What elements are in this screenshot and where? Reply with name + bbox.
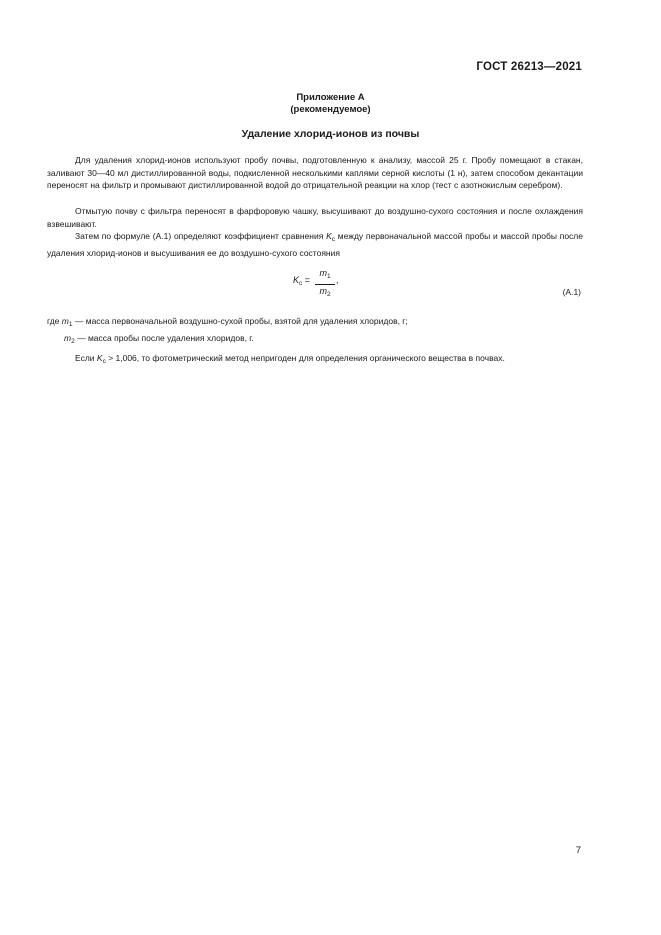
section-heading: Удаление хлорид-ионов из почвы: [241, 128, 420, 140]
coefficient-symbol-2: $K_c$: [96, 353, 106, 365]
annex-status: (рекомендуемое): [290, 103, 371, 115]
where-m2: $m_2$ — масса пробы после удаления хлоридов, г.: [64, 333, 254, 345]
paragraph-conclusion: Если $K_c > 1,006$, то фотометрический метод непригоден для определения органического вещества в почвах.: [75, 353, 505, 365]
formula-denominator: $m_2$: [319, 286, 331, 298]
m2-symbol: $m_2$: [64, 333, 75, 345]
page-number: 7: [575, 845, 581, 856]
annex-title-block: [0, 92, 661, 115]
fraction-bar: [315, 284, 335, 285]
standard-designation: ГОСТ 26213—2021: [476, 61, 582, 73]
paragraph-procedure: Для удаления хлорид-ионов используют пробу почвы, подготовленную к анализу, массой 25 г. Пробу помещают в стакан, заливают 30—40 мл дистиллированной воды, подкисленной несколькими каплями серной кислоты (1 н), затем способом декантации переносят на фильтр и промывают дистиллированной водой до отрицательной реакции на хлор (тест с азотнокислым серебром).: [47, 155, 583, 190]
formula-fraction: [315, 268, 335, 300]
where-m1: где $m_1$ — масса первоначальной воздушно-сухой пробы, взятой для удаления хлоридов, г;: [47, 316, 408, 328]
coefficient-symbol: $K_c$: [326, 231, 336, 243]
paragraph-coefficient-start: Затем по формуле (А.1) определяют коэффициент сравнения: [75, 231, 327, 241]
formula-lhs: $K_c$ =: [293, 275, 311, 287]
paragraph-drying: Отмытую почву с фильтра переносят в фарфоровую чашку, высушивают до воздушно-сухого состояния и после охлаждения взвешивают.: [47, 206, 583, 229]
paragraph-coefficient-end: между первоначальной массой пробы и массой пробы после удаления хлорид-ионов и высушивания ее до воздушно-сухого состояния: [47, 231, 583, 258]
formula-numerator: $m_1$: [319, 268, 331, 280]
formula-comma: ,: [336, 275, 339, 285]
equation-number: (А.1): [562, 287, 581, 297]
paragraph-coefficient: [47, 230, 583, 259]
annex-title: Приложение А: [296, 92, 365, 103]
m1-symbol: $m_1$: [61, 316, 73, 328]
